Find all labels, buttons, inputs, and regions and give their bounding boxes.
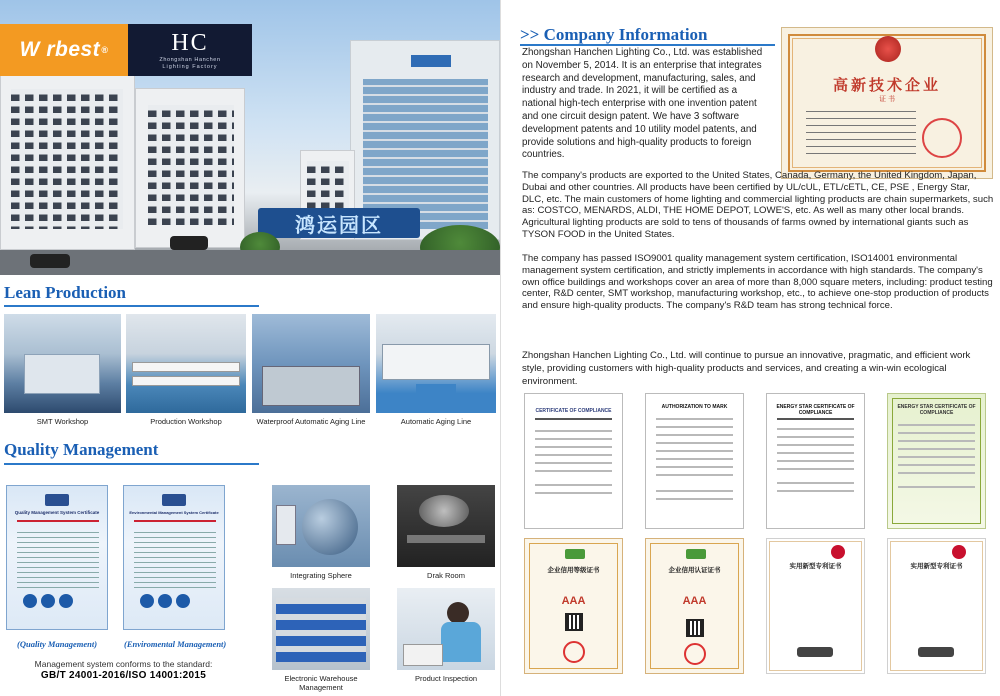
company-intro-paragraph: Zhongshan Hanchen Lighting Co., Ltd. was established on November 5, 2014. It is an enterprise that integrates research and development, manufacturing, sales, and industry and trade. In 2021, it will be certified as a national high-tech enterprise with one invention patent and one circuit design patent. We have 3 software development patents and 10 utility model patents, and provide solutions and high-quality products to foreign countries.	[522, 47, 763, 161]
dark-room-photo	[397, 485, 495, 567]
certificate-caption: (Enviromental Management)	[124, 639, 227, 649]
standard-caption: Management system conforms to the standard:	[34, 659, 213, 669]
electronic-warehouse-photo	[272, 588, 370, 670]
photo-caption: Production Workshop	[150, 417, 222, 426]
smt-workshop-photo	[4, 314, 121, 413]
energy-star-compliance-certificate: ENERGY STAR CERTIFICATE OF COMPLIANCE	[887, 393, 986, 529]
hanchen-logo: HC Zhongshan Hanchen Lighting Factory	[128, 24, 252, 76]
company-closing-paragraph: Zhongshan Hanchen Lighting Co., Ltd. will continue to pursue an innovative, pragmatic, and efficient work style, providing customers with high-quality products and services, and creating a win-win ecological environment.	[522, 350, 971, 387]
quality-management-title: Quality Management	[4, 440, 159, 459]
production-workshop-photo	[126, 314, 246, 413]
credit-certification-certificate: 企业信用认证证书 AAA	[645, 538, 744, 674]
park-sign: 鸿运园区	[258, 208, 420, 238]
worbest-logo: W rbest ®	[0, 24, 128, 76]
car	[30, 254, 70, 268]
utility-model-patent-certificate: 实用新型专利证书	[766, 538, 865, 674]
lean-production-title: Lean Production	[4, 283, 127, 302]
company-export-paragraph: The company's products are exported to the United States, Canada, Germany, the United Kingdom, Japan, Dubai and other countries. All products have been certified by UL/cUL, ETL/cETL, CE, PSE , Energy Star, DLC, etc. The main customers of home lighting and commercial lighting products are chain supermarkets, such as: COSTCO, MENARDS, ALDI, THE HOME DEPOT, LOWE'S, etc. As well as many other local brands. Agricultural lighting products are sold to tens of thousands of farms owned by international giants such as TYSON FOOD in the United States.	[522, 170, 994, 240]
product-inspection-photo	[397, 588, 495, 670]
company-information-title: >> Company Information	[520, 25, 708, 44]
section-rule	[4, 463, 259, 465]
certificate-caption: (Quality Management)	[17, 639, 98, 649]
photo-caption: SMT Workshop	[36, 417, 89, 426]
integrating-sphere-photo	[272, 485, 370, 567]
company-certification-paragraph: The company has passed ISO9001 quality management system certification, ISO14001 environmental management system certification, and strictly implements in accordance with high standards. The company's own office buildings and workshops cover an area of more than 8,000 square meters, including: product testing center, R&D center, SMT workshop, manufacturing workshop, etc., to achieve one-stop production of products and ensure high-quality products. The company's R&D team has strong technical force.	[522, 253, 993, 312]
photo-caption: Drak Room	[427, 571, 465, 580]
office-building-left	[0, 70, 135, 250]
quality-management-certificate: Quality Management System Certificate	[6, 485, 108, 630]
photo-caption: Product Inspection	[414, 674, 478, 683]
page-fold	[500, 0, 501, 696]
energy-star-certificate: ENERGY STAR CERTIFICATE OF COMPLIANCE	[766, 393, 865, 529]
environmental-management-certificate: Environmental Management System Certificate	[123, 485, 225, 630]
utility-model-patent-certificate: 实用新型专利证书	[887, 538, 986, 674]
waterproof-aging-line-photo	[252, 314, 370, 413]
section-rule	[520, 44, 775, 46]
authorization-to-mark-certificate: AUTHORIZATION TO MARK	[645, 393, 744, 529]
photo-caption: Electronic Warehouse Management	[284, 674, 358, 692]
car	[170, 236, 208, 250]
automatic-aging-line-photo	[376, 314, 496, 413]
photo-caption: Waterproof Automatic Aging Line	[256, 417, 366, 426]
section-rule	[4, 305, 259, 307]
certificate-of-compliance: CERTIFICATE OF COMPLIANCE	[524, 393, 623, 529]
photo-caption: Integrating Sphere	[290, 571, 352, 580]
office-building-middle	[135, 88, 245, 248]
credit-rating-certificate: 企业信用等级证书 AAA	[524, 538, 623, 674]
high-tech-enterprise-certificate: 高新技术企业 证 书	[781, 27, 993, 179]
standard-value: GB/T 24001-2016/ISO 14001:2015	[40, 670, 207, 681]
photo-caption: Automatic Aging Line	[400, 417, 472, 426]
road	[0, 250, 500, 275]
